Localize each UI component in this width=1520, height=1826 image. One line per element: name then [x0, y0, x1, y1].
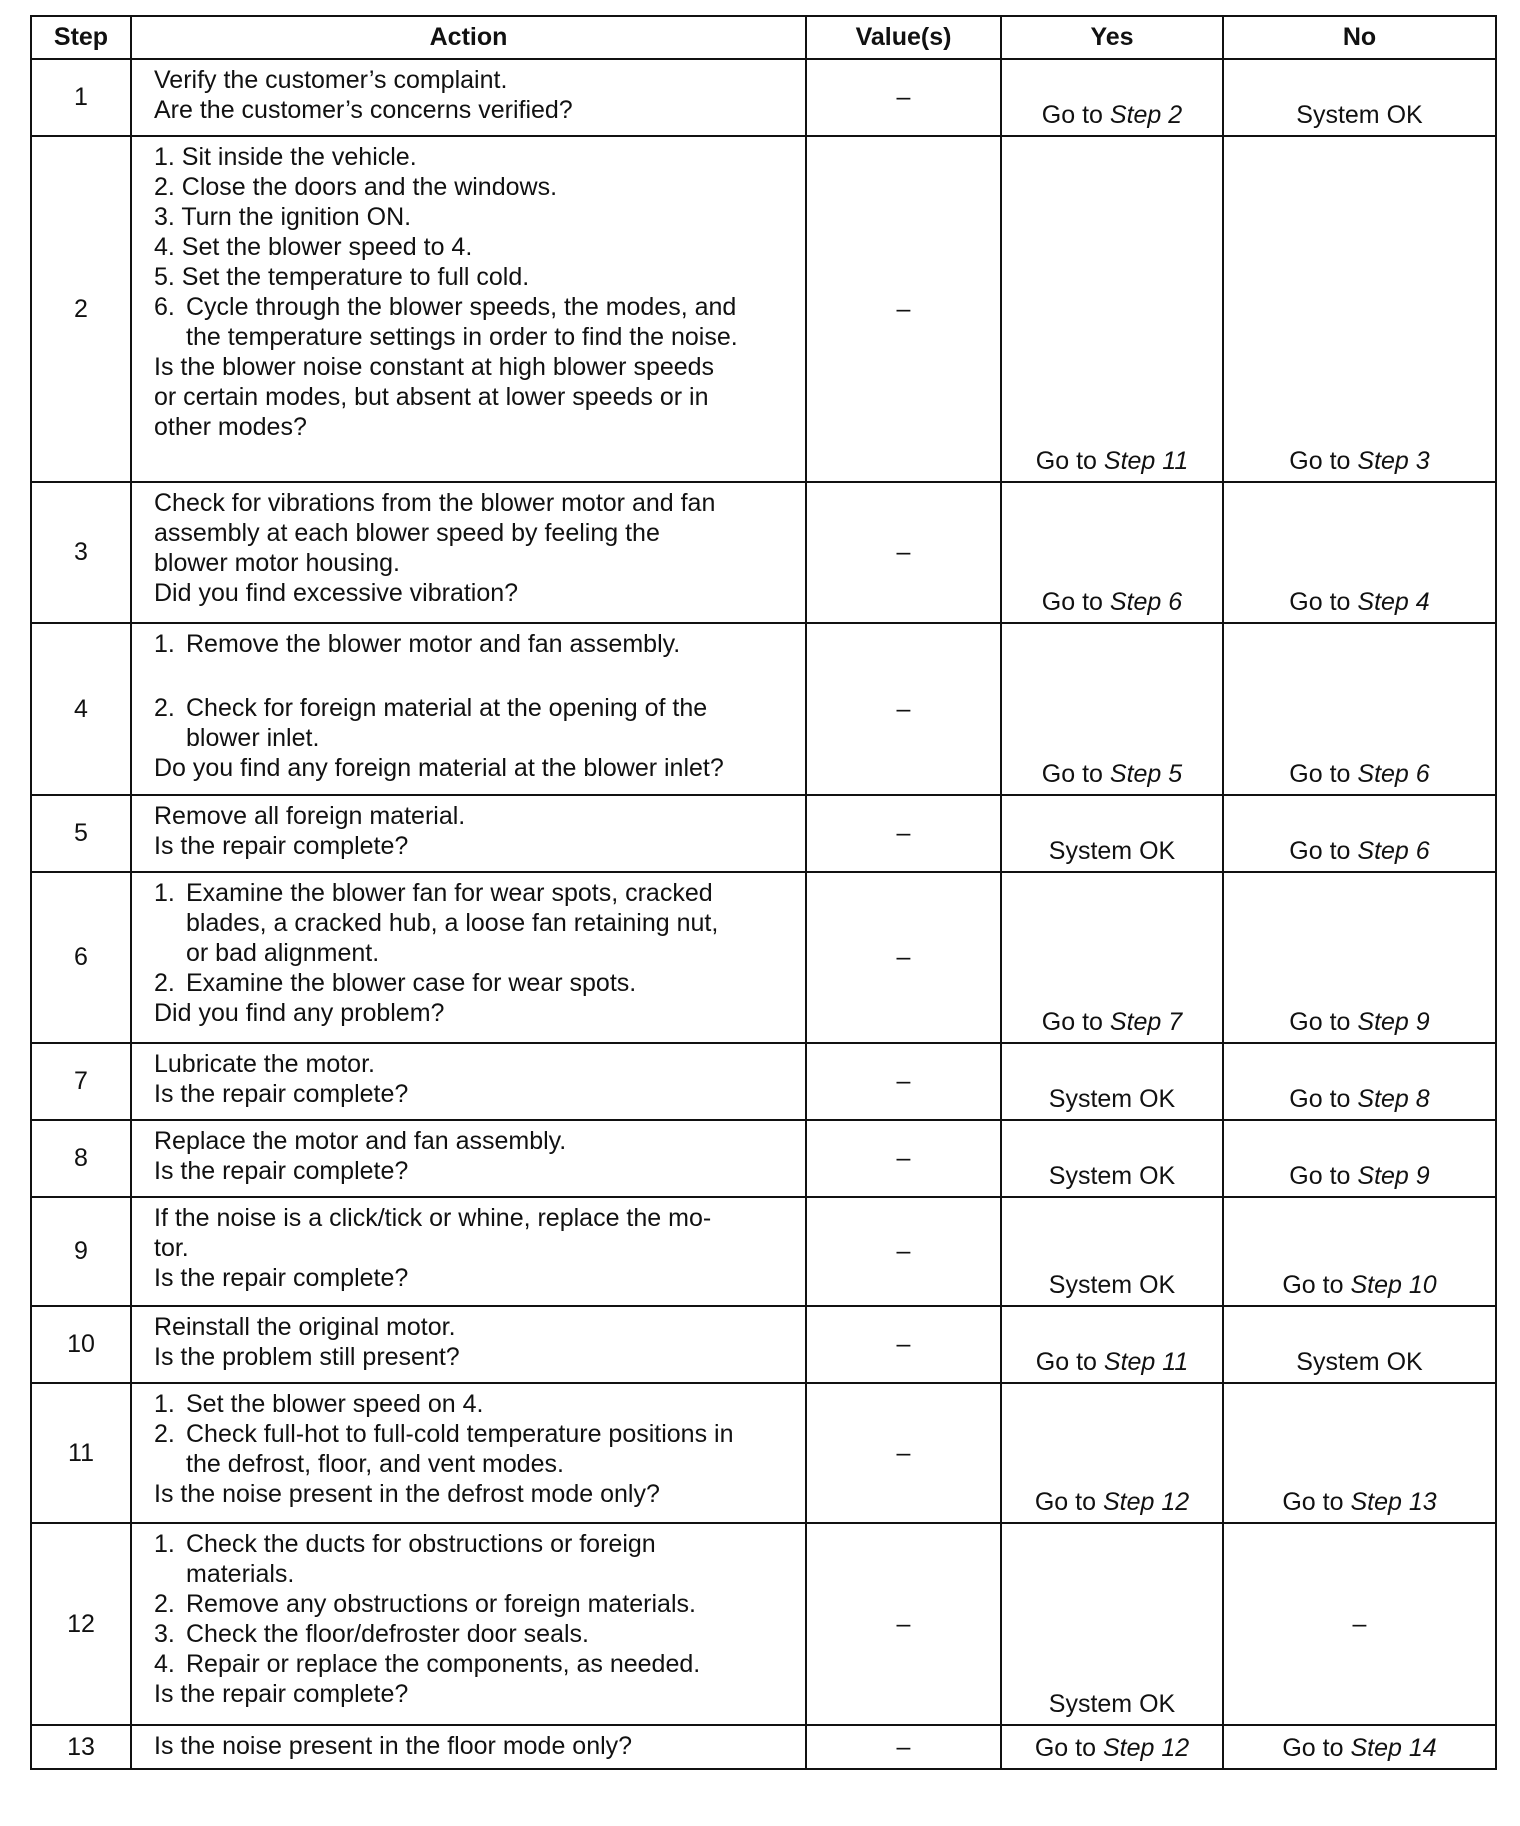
action-item: [154, 1649, 795, 1679]
action-line: If the noise is a click/tick or whine, replace the mo-: [154, 1204, 712, 1232]
value-cell: –: [806, 59, 1001, 136]
step-number: 6: [31, 872, 131, 1043]
item-number: 1.: [154, 1390, 175, 1418]
action-item: [154, 629, 795, 659]
step-ref: Step 14: [1350, 1734, 1437, 1762]
yes-cell: [1001, 136, 1223, 482]
action-cell: [131, 482, 806, 623]
action-question: Did you find excessive vibration?: [154, 579, 519, 607]
result-text: System OK: [1048, 1690, 1176, 1718]
step-ref: Step 6: [1109, 588, 1183, 616]
yes-cell: [1001, 1523, 1223, 1725]
item-number: 6.: [154, 293, 175, 321]
table-row: [31, 1197, 1496, 1306]
step-ref: Step 13: [1350, 1488, 1437, 1516]
action-item: [154, 968, 795, 998]
goto-text: Go to: [1041, 101, 1103, 129]
goto-text: Go to: [1041, 588, 1103, 616]
yes-cell: [1001, 1725, 1223, 1769]
action-question: Do you find any foreign material at the blower inlet?: [154, 754, 724, 782]
step-number: 10: [31, 1306, 131, 1383]
result-text: –: [1352, 1610, 1367, 1638]
step-ref: Step 2: [1109, 101, 1183, 129]
table-row: [31, 59, 1496, 136]
item-text: Check for foreign material at the opening of the: [186, 694, 708, 722]
item-text: Repair or replace the components, as needed.: [186, 1650, 701, 1678]
value-cell: –: [806, 795, 1001, 872]
yes-cell: [1001, 872, 1223, 1043]
no-cell: [1223, 872, 1496, 1043]
action-cell: [131, 1120, 806, 1197]
table-row: [31, 1120, 1496, 1197]
table-row: [31, 1306, 1496, 1383]
no-cell: [1223, 1197, 1496, 1306]
table-row: [31, 482, 1496, 623]
item-number: 3.: [154, 1620, 175, 1648]
action-question: other modes?: [154, 413, 307, 441]
value-cell: –: [806, 1043, 1001, 1120]
no-cell: [1223, 136, 1496, 482]
action-question: Did you find any problem?: [154, 999, 445, 1027]
yes-cell: [1001, 623, 1223, 795]
goto-text: Go to: [1041, 760, 1103, 788]
step-ref: Step 10: [1350, 1271, 1437, 1299]
action-line: Verify the customer’s complaint.: [154, 66, 508, 94]
table-row: [31, 872, 1496, 1043]
step-number: 7: [31, 1043, 131, 1120]
action-line: tor.: [154, 1234, 189, 1262]
action-item: [154, 292, 795, 352]
item-text: Set the blower speed on 4.: [186, 1390, 484, 1418]
action-question: Is the blower noise constant at high blower speeds: [154, 353, 715, 381]
action-cell: [131, 1383, 806, 1523]
diagnostic-table-page: [30, 15, 1495, 1770]
item-text: Check the ducts for obstructions or foreign: [186, 1530, 656, 1558]
step-ref: Step 4: [1357, 588, 1430, 616]
header-step: Step: [31, 16, 131, 59]
action-question: Are the customer’s concerns verified?: [154, 96, 573, 124]
action-question: Is the noise present in the defrost mode only?: [154, 1480, 660, 1508]
step-ref: Step 7: [1109, 1008, 1183, 1036]
no-cell: [1223, 623, 1496, 795]
result-text: System OK: [1048, 1162, 1176, 1190]
item-text: Check full-hot to full-cold temperature positions in: [186, 1420, 734, 1448]
yes-cell: [1001, 1043, 1223, 1120]
goto-text: Go to: [1282, 1488, 1344, 1516]
step-number: 8: [31, 1120, 131, 1197]
item-number: 2.: [154, 1420, 175, 1448]
goto-text: Go to: [1289, 588, 1351, 616]
header-row: [31, 16, 1496, 59]
item-text: Check the floor/defroster door seals.: [186, 1620, 589, 1648]
no-cell: [1223, 1043, 1496, 1120]
goto-text: Go to: [1035, 447, 1097, 475]
value-cell: –: [806, 1383, 1001, 1523]
action-cell: [131, 1043, 806, 1120]
step-number: 4: [31, 623, 131, 795]
step-ref: Step 11: [1103, 1348, 1189, 1376]
action-item: 1. Sit inside the vehicle.: [154, 143, 417, 171]
goto-text: Go to: [1289, 1008, 1351, 1036]
step-ref: Step 12: [1102, 1734, 1190, 1762]
action-cell: [131, 1306, 806, 1383]
item-text-cont: the defrost, floor, and vent modes.: [186, 1450, 565, 1478]
value-cell: –: [806, 1120, 1001, 1197]
yes-cell: [1001, 1120, 1223, 1197]
action-cell: [131, 1725, 806, 1769]
step-ref: Step 6: [1357, 760, 1430, 788]
table-row: [31, 1043, 1496, 1120]
item-number: 2.: [154, 1590, 175, 1618]
action-item: [154, 1419, 795, 1479]
action-line: assembly at each blower speed by feeling the: [154, 519, 660, 547]
value-cell: –: [806, 1725, 1001, 1769]
table-row: [31, 1725, 1496, 1769]
action-item: [154, 878, 795, 968]
action-item: [154, 693, 795, 753]
action-question: Is the repair complete?: [154, 1680, 409, 1708]
value-cell: –: [806, 1197, 1001, 1306]
action-cell: [131, 872, 806, 1043]
no-cell: [1223, 795, 1496, 872]
goto-text: Go to: [1282, 1271, 1344, 1299]
item-number: 2.: [154, 969, 175, 997]
result-text: System OK: [1048, 1085, 1176, 1113]
action-item: 4. Set the blower speed to 4.: [154, 233, 473, 261]
step-ref: Step 5: [1109, 760, 1183, 788]
table-row: [31, 1383, 1496, 1523]
goto-text: Go to: [1282, 1734, 1344, 1762]
action-line: blower motor housing.: [154, 549, 400, 577]
table-row: [31, 136, 1496, 482]
goto-text: Go to: [1041, 1008, 1103, 1036]
spacer: [154, 659, 795, 693]
action-item: [154, 1619, 795, 1649]
action-cell: [131, 136, 806, 482]
header-values: Value(s): [806, 16, 1001, 59]
step-number: 2: [31, 136, 131, 482]
goto-text: Go to: [1289, 837, 1351, 865]
no-cell: [1223, 1725, 1496, 1769]
result-text: System OK: [1048, 1271, 1176, 1299]
yes-cell: [1001, 482, 1223, 623]
step-number: 5: [31, 795, 131, 872]
action-question: Is the repair complete?: [154, 1080, 409, 1108]
step-number: 9: [31, 1197, 131, 1306]
goto-text: Go to: [1289, 447, 1351, 475]
yes-cell: [1001, 1197, 1223, 1306]
value-cell: –: [806, 136, 1001, 482]
action-item: [154, 1389, 795, 1419]
action-question: Is the problem still present?: [154, 1343, 460, 1371]
action-item: 5. Set the temperature to full cold.: [154, 263, 530, 291]
table-row: [31, 795, 1496, 872]
item-text: Examine the blower fan for wear spots, cracked: [186, 879, 713, 907]
action-item: 3. Turn the ignition ON.: [154, 203, 412, 231]
no-cell: [1223, 1383, 1496, 1523]
result-text: System OK: [1048, 837, 1176, 865]
step-number: 1: [31, 59, 131, 136]
yes-cell: [1001, 1306, 1223, 1383]
action-cell: [131, 623, 806, 795]
no-cell: [1223, 1120, 1496, 1197]
result-text: System OK: [1296, 1348, 1423, 1376]
action-line: Check for vibrations from the blower motor and fan: [154, 489, 716, 517]
value-cell: –: [806, 1306, 1001, 1383]
action-item: [154, 1589, 795, 1619]
step-ref: Step 9: [1357, 1008, 1430, 1036]
step-ref: Step 8: [1357, 1085, 1430, 1113]
action-line: Replace the motor and fan assembly.: [154, 1127, 567, 1155]
action-cell: [131, 1523, 806, 1725]
action-line: Reinstall the original motor.: [154, 1313, 456, 1341]
action-cell: [131, 59, 806, 136]
action-cell: [131, 1197, 806, 1306]
action-question: or certain modes, but absent at lower speeds or in: [154, 383, 709, 411]
result-text: System OK: [1296, 101, 1423, 129]
step-ref: Step 12: [1102, 1488, 1190, 1516]
value-cell: –: [806, 482, 1001, 623]
table-row: [31, 1523, 1496, 1725]
item-number: 1.: [154, 879, 175, 907]
item-text: Remove the blower motor and fan assembly.: [186, 630, 681, 658]
item-text: Cycle through the blower speeds, the modes, and: [186, 293, 737, 321]
yes-cell: [1001, 59, 1223, 136]
item-number: 2.: [154, 694, 175, 722]
item-text-cont: materials.: [186, 1560, 295, 1588]
goto-text: Go to: [1034, 1734, 1096, 1762]
goto-text: Go to: [1289, 1162, 1351, 1190]
goto-text: Go to: [1289, 1085, 1351, 1113]
item-number: 1.: [154, 630, 175, 658]
header-action: Action: [131, 16, 806, 59]
yes-cell: [1001, 795, 1223, 872]
goto-text: Go to: [1034, 1488, 1096, 1516]
step-number: 11: [31, 1383, 131, 1523]
action-cell: [131, 795, 806, 872]
item-number: 1.: [154, 1530, 175, 1558]
item-text-cont: blower inlet.: [186, 724, 320, 752]
step-number: 12: [31, 1523, 131, 1725]
header-yes: Yes: [1001, 16, 1223, 59]
step-ref: Step 6: [1357, 837, 1430, 865]
action-line: Lubricate the motor.: [154, 1050, 375, 1078]
item-text: Remove any obstructions or foreign materials.: [186, 1590, 696, 1618]
item-text-cont: blades, a cracked hub, a loose fan retaining nut,: [186, 909, 719, 937]
item-text-cont: or bad alignment.: [186, 939, 380, 967]
table-row: [31, 623, 1496, 795]
no-cell: [1223, 59, 1496, 136]
no-cell: [1223, 1523, 1496, 1725]
no-cell: [1223, 1306, 1496, 1383]
action-line: Remove all foreign material.: [154, 802, 466, 830]
no-cell: [1223, 482, 1496, 623]
item-text-cont: the temperature settings in order to find the noise.: [186, 323, 738, 351]
header-no: No: [1223, 16, 1496, 59]
action-item: 2. Close the doors and the windows.: [154, 173, 558, 201]
diagnostic-table: [30, 15, 1497, 1770]
step-number: 3: [31, 482, 131, 623]
yes-cell: [1001, 1383, 1223, 1523]
value-cell: –: [806, 623, 1001, 795]
action-question: Is the repair complete?: [154, 1157, 409, 1185]
goto-text: Go to: [1289, 760, 1351, 788]
action-item: [154, 1529, 795, 1589]
step-ref: Step 9: [1357, 1162, 1430, 1190]
action-question: Is the repair complete?: [154, 832, 409, 860]
action-question: Is the repair complete?: [154, 1264, 409, 1292]
value-cell: –: [806, 1523, 1001, 1725]
step-ref: Step 11: [1103, 447, 1189, 475]
step-ref: Step 3: [1357, 447, 1430, 475]
step-number: 13: [31, 1725, 131, 1769]
value-cell: –: [806, 872, 1001, 1043]
goto-text: Go to: [1035, 1348, 1097, 1376]
item-text: Examine the blower case for wear spots.: [186, 969, 637, 997]
action-question: Is the noise present in the floor mode only?: [154, 1732, 633, 1760]
item-number: 4.: [154, 1650, 175, 1678]
